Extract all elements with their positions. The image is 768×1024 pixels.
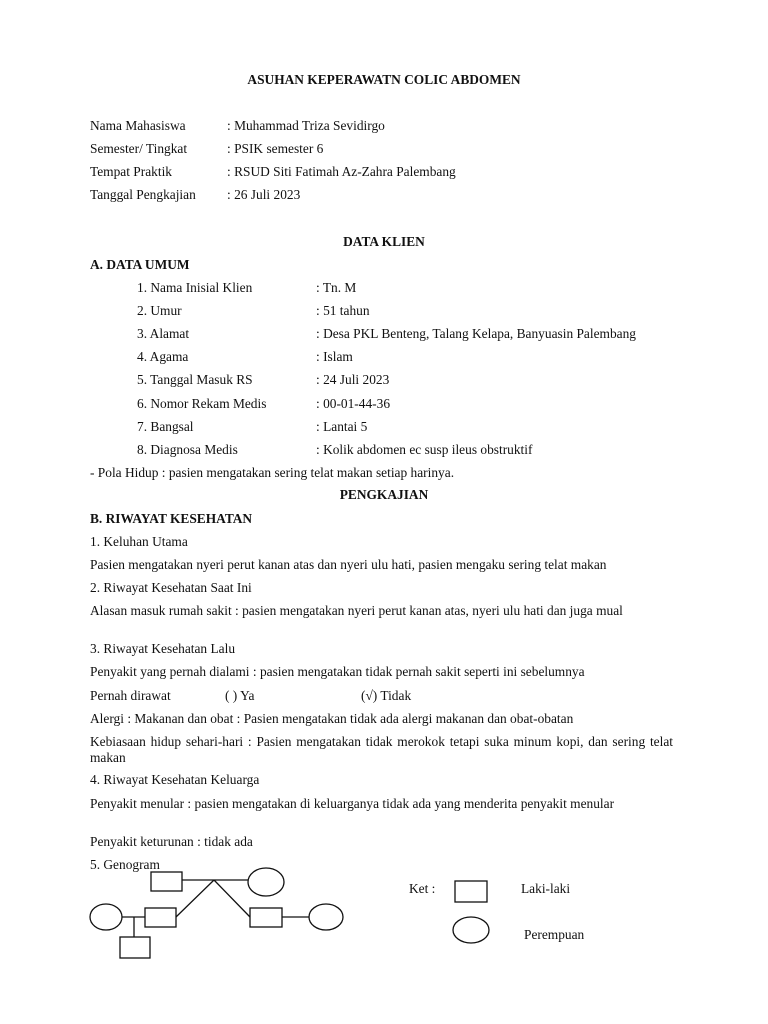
legend-male-square [455,881,487,902]
penyakit-menular-text: Penyakit menular : pasien mengatakan di keluarganya tidak ada yang menderita penyakit menular [90,796,615,811]
klien-label-umur: 2. Umur [137,303,182,318]
legend-female-circle [453,917,489,943]
keluhan-utama-title: 1. Keluhan Utama [90,534,188,549]
genogram-male-grandfather [151,872,182,891]
keluhan-utama-text: Pasien mengatakan nyeri perut kanan atas dan nyeri ulu hati, pasien mengaku sering telat makan [90,557,607,572]
genogram-female-grandmother [248,868,284,896]
genogram-female-sibling-wife [309,904,343,930]
klien-value-inisial: : Tn. M [316,280,357,295]
saat-ini-title: 2. Riwayat Kesehatan Saat Ini [90,580,252,595]
saat-ini-text: Alasan masuk rumah sakit : pasien mengatakan nyeri perut kanan atas, nyeri ulu hati dan juga mual [90,603,623,618]
option-tidak: (√) Tidak [361,688,412,703]
document-title: ASUHAN KEPERAWATN COLIC ABDOMEN [247,72,521,87]
data-klien-heading: DATA KLIEN [343,234,425,249]
legend-male-label: Laki-laki [521,881,571,896]
genogram-female-wife [90,904,122,930]
klien-value-rekam-medis: : 00-01-44-36 [316,396,391,411]
klien-value-diagnosa: : Kolik abdomen ec susp ileus obstruktif [316,442,533,457]
keluarga-title: 4. Riwayat Kesehatan Keluarga [90,772,260,787]
header-label-tanggal: Tanggal Pengkajian [90,187,196,202]
pernah-dirawat-label: Pernah dirawat [90,688,171,703]
option-ya: ( ) Ya [225,688,255,703]
genogram-title: 5. Genogram [90,857,160,872]
klien-label-inisial: 1. Nama Inisial Klien [137,280,253,295]
klien-value-umur: : 51 tahun [316,303,370,318]
klien-value-bangsal: : Lantai 5 [316,419,368,434]
lalu-penyakit-text: Penyakit yang pernah dialami : pasien mengatakan tidak pernah sakit seperti ini sebelumnya [90,664,585,679]
section-a-heading: A. DATA UMUM [90,257,190,272]
penyakit-keturunan-text: Penyakit keturunan : tidak ada [90,834,253,849]
klien-label-agama: 4. Agama [137,349,189,364]
pengkajian-heading: PENGKAJIAN [339,487,429,502]
pola-hidup-text: - Pola Hidup : pasien mengatakan sering telat makan setiap harinya. [90,465,455,480]
lalu-title: 3. Riwayat Kesehatan Lalu [90,641,236,656]
klien-label-rekam-medis: 6. Nomor Rekam Medis [137,396,267,411]
header-label-tempat: Tempat Praktik [90,164,172,179]
genogram-male-sibling [250,908,282,927]
alergi-text: Alergi : Makanan dan obat : Pasien mengatakan tidak ada alergi makanan dan obat-obatan [90,711,574,726]
klien-label-alamat: 3. Alamat [137,326,190,341]
genogram-branch-right [214,880,250,917]
header-value-tempat: : RSUD Siti Fatimah Az-Zahra Palembang [227,164,456,179]
klien-value-alamat: : Desa PKL Benteng, Talang Kelapa, Banyuasin Palembang [316,326,636,341]
legend-ket-label: Ket : [409,881,436,896]
kebiasaan-text: Kebiasaan hidup sehari-hari : Pasien mengatakan tidak merokok tetapi suka minum kopi, dan sering telat makan [90,734,673,765]
klien-value-agama: : Islam [316,349,353,364]
header-value-tanggal: : 26 Juli 2023 [227,187,301,202]
klien-label-tanggal-masuk: 5. Tanggal Masuk RS [137,372,253,387]
klien-label-bangsal: 7. Bangsal [137,419,194,434]
klien-value-tanggal-masuk: : 24 Juli 2023 [316,372,390,387]
section-b-heading: B. RIWAYAT KESEHATAN [90,511,253,526]
genogram-male-patient [145,908,176,927]
header-label-semester: Semester/ Tingkat [90,141,188,156]
genogram-male-child [120,937,150,958]
header-label-nama: Nama Mahasiswa [90,118,186,133]
klien-label-diagnosa: 8. Diagnosa Medis [137,442,238,457]
header-value-semester: : PSIK semester 6 [227,141,324,156]
header-value-nama: : Muhammad Triza Sevidirgo [227,118,385,133]
legend-female-label: Perempuan [524,927,585,942]
